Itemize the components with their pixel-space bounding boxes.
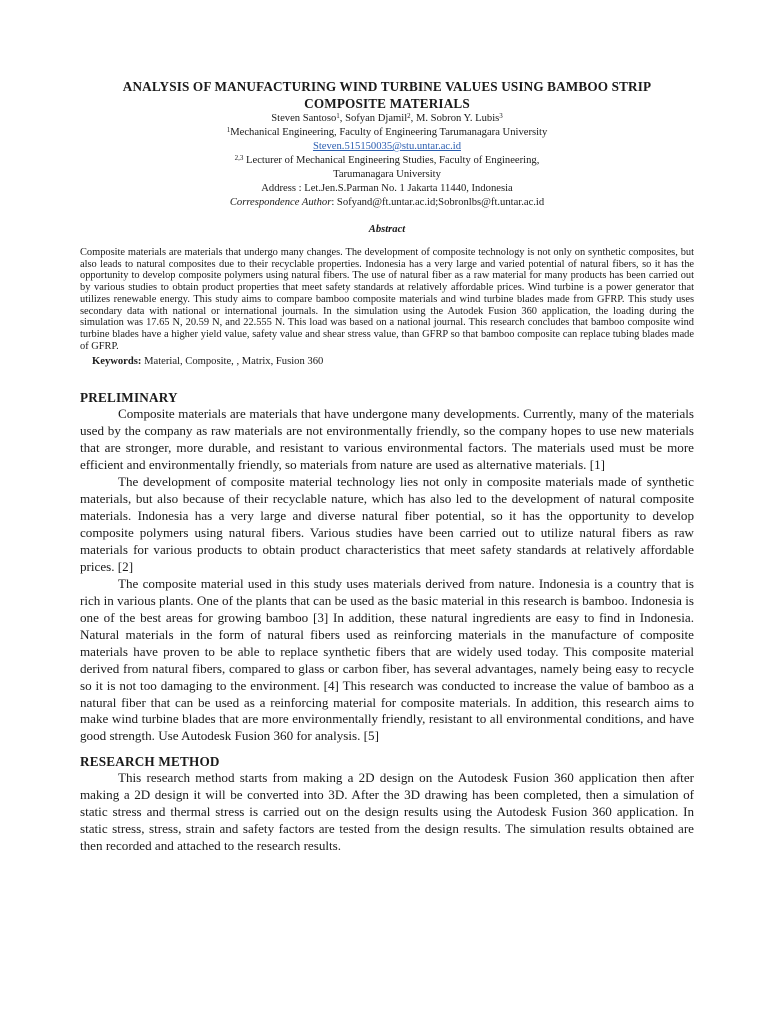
author-email-link[interactable]: Steven.515150035@stu.untar.ac.id <box>312 141 462 152</box>
author-sep-1: , <box>339 113 346 124</box>
correspondence-line <box>80 196 694 210</box>
preliminary-paragraph-3: The composite material used in this study uses materials derived from nature. Indonesia is a country that is rich in various plants. One of the plants that can be used as the basic material in this research is bamboo. Indonesia is one of the best areas for growing bamboo [3] In addition, these natural ingredients are easy to find in Indonesia. Natural materials in the form of natural fibers used as reinforcing materials in the manufacture of composite materials have proven to be able to replace synthetic fibers that are widely used today. This composite material derived from natural fibers, compared to glass or carbon fiber, has several advantages, namely being easy to recycle so it is not too damaging to the environment. [4] This research was conducted to increase the value of bamboo as a natural fiber that can be used as a reinforcing material for composite materials. In addition, this research aims to make wind turbine blades that are more environmentally friendly, resistant to all environmental conditions, and have good strength. Use Autodesk Fusion 360 for analysis. [5] <box>80 575 694 744</box>
preliminary-paragraph-2: The development of composite material technology lies not only in composite materials made of synthetic materials, but also because of their recyclable nature, which has also led to the development of natural composite materials. Indonesia has a very large and diverse natural fiber potential, so it has the opportunity to develop composite polymers using natural fibers. Various studies have been carried out to utilize natural fibers as raw materials for various products to obtain product characteristics that meet safety standards at relatively affordable prices. [2] <box>80 474 694 574</box>
affiliation-1 <box>80 126 694 140</box>
abstract-heading: Abstract <box>368 224 406 235</box>
keywords-value: Material, Composite, , Matrix, Fusion 360 <box>141 356 324 368</box>
author-1-sup: 1 <box>336 112 340 120</box>
keywords-line <box>92 355 694 369</box>
title-line-1: ANALYSIS OF MANUFACTURING WIND TURBINE VALUES USING BAMBOO STRIP <box>122 79 652 94</box>
author-2-sup: 2 <box>407 112 411 120</box>
author-1: Steven Santoso <box>271 113 337 124</box>
paper-title <box>80 78 694 112</box>
correspondence-label: Correspondence Author <box>229 197 332 208</box>
affiliation-1-text: Mechanical Engineering, Faculty of Engineering Tarumanagara University <box>230 127 548 138</box>
author-3-sup: 3 <box>499 112 503 120</box>
affiliation-2 <box>80 154 694 182</box>
author-list <box>80 112 694 126</box>
affiliation-2-sup: 2,3 <box>234 154 244 162</box>
research-method-heading: RESEARCH METHOD <box>80 754 220 770</box>
abstract-text: Composite materials are materials that undergo many changes. The development of composite technology is not only on synthetic composites, but also leads to natural composites due to their recyclable properties. Indonesia has a very large and varied potential of natural fibers, so it has the opportunity to develop composite polymers using natural fibers. The use of natural fiber as a raw material for many products has been carried out by various studies to obtain product properties that meet safety standards at relatively affordable prices. Wind turbine is a power generator that utilizes renewable energy. This study aims to compare bamboo composite materials and wind turbine blades made from GFRP. This study uses secondary data with national or international journals. In the simulation using the Autodek Fusion 360 application, the loading during the simulation was 17.65 N, 20.59 N, and 22.555 N. This load was based on a national journal. This research concludes that bamboo composite wind turbine blades have a higher yield value, safety value and shear stress value, than GFRP so that bamboo composite can replace tubing blades made of GFRP. <box>80 247 694 352</box>
preliminary-paragraph-1: Composite materials are materials that have undergone many developments. Currently, many of the materials used by the company as raw materials are not environmentally friendly, so the company hopes to use new materials that are stronger, more durable, and resistant to various environmental factors. The materials used must be more efficient and environmentally friendly, so materials from nature are used as alternative materials. [1] <box>80 406 694 473</box>
author-2: Sofyan Djamil <box>345 113 408 124</box>
preliminary-heading: PRELIMINARY <box>80 390 178 406</box>
email-line <box>80 140 694 154</box>
affiliation-2-line-2: Tarumanagara University <box>333 169 441 180</box>
paper-page <box>80 78 694 855</box>
keywords-label: Keywords: <box>92 356 142 368</box>
address-line: Address : Let.Jen.S.Parman No. 1 Jakarta 11440, Indonesia <box>261 183 513 194</box>
affiliation-2-line-1: Lecturer of Mechanical Engineering Studies, Faculty of Engineering, <box>243 155 540 166</box>
title-line-2: COMPOSITE MATERIALS <box>304 96 470 111</box>
author-sep-2: , <box>410 113 416 124</box>
correspondence-value: : Sofyand@ft.untar.ac.id;Sobronlbs@ft.untar.ac.id <box>331 197 545 208</box>
research-method-paragraph-1: This research method starts from making a 2D design on the Autodesk Fusion 360 application then after making a 2D design it will be converted into 3D. After the 3D drawing has been completed, then a simulation of static stress and thermal stress is carried out on the design results using the Autodesk Fusion 360 application. In static stress, stress, strain and safety factors are tested from the design results. The simulation results obtained are then recorded and attached to the research results. <box>80 770 694 854</box>
affiliation-1-sup: 1 <box>226 126 231 134</box>
author-3: M. Sobron Y. Lubis <box>415 113 500 124</box>
